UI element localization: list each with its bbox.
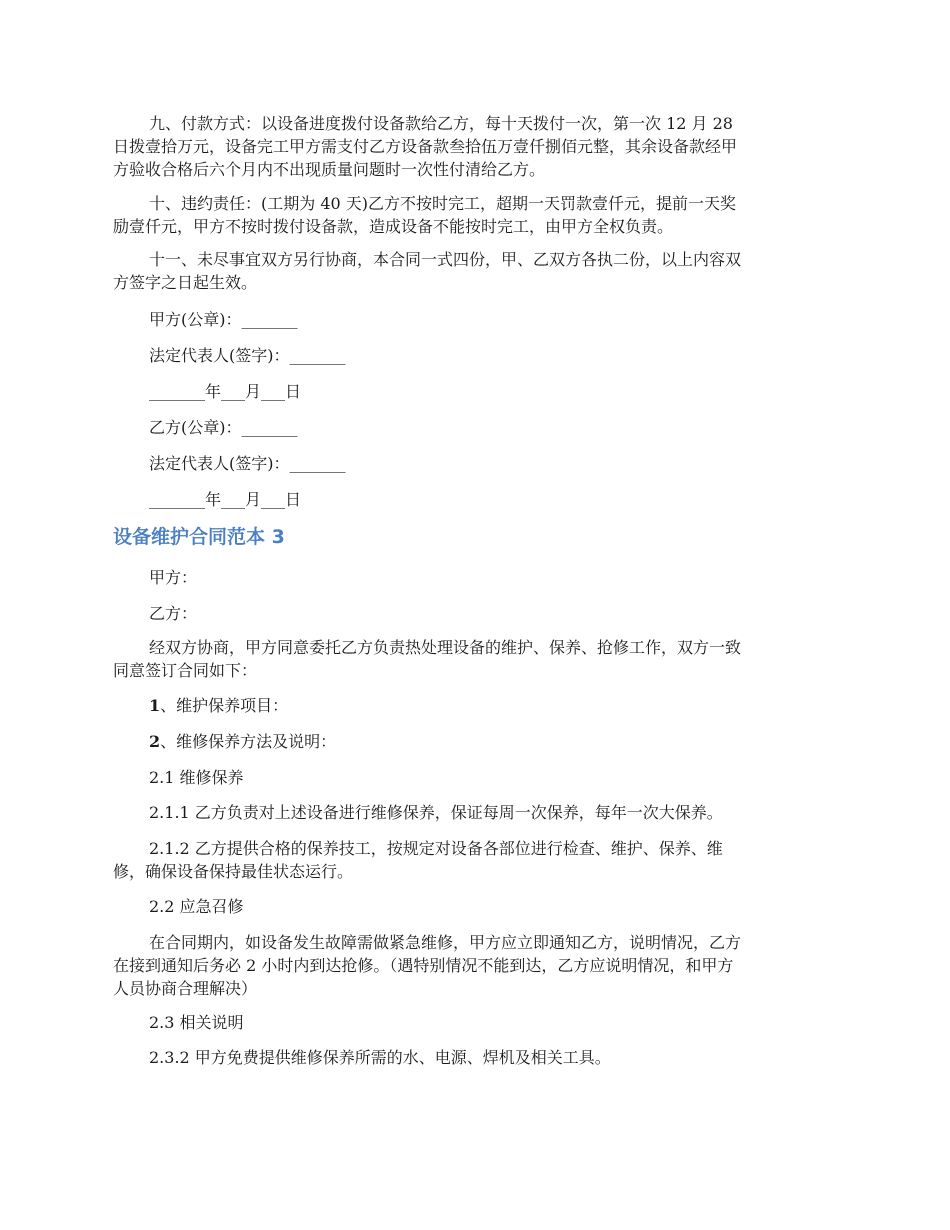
section-2-3: 2.3 相关说明 <box>149 1013 244 1032</box>
party-a-representative: 法定代表人(签字)：_______ <box>149 346 346 365</box>
party-b-date: _______年___月___日 <box>149 490 302 509</box>
section-2-1-2 <box>113 837 841 883</box>
item-2-number: 2 <box>149 732 161 751</box>
s2-1-2-line-2: 修，确保设备保持最佳状态运行。 <box>113 862 354 881</box>
contract3-party-a: 甲方： <box>149 568 198 587</box>
party-a-date: _______年___月___日 <box>149 382 302 401</box>
misc-clause <box>113 248 841 294</box>
section-2-2: 2.2 应急召修 <box>149 897 244 916</box>
item-2 <box>113 730 841 753</box>
section-2-1: 2.1 维修保养 <box>149 768 244 787</box>
payment-line-3: 方验收合格后六个月内不出现质量问题时一次性付清给乙方。 <box>113 160 546 179</box>
s2-1-2-line-1: 2.1.2 乙方提供合格的保养技工，按规定对设备各部位进行检查、维护、保养、维 <box>149 839 723 858</box>
liability-line-2: 励壹仟元，甲方不按时拨付设备款，造成设备不能按时完工，由甲方全权负责。 <box>113 217 674 236</box>
contract3-intro <box>113 636 841 682</box>
liability-clause <box>113 192 841 238</box>
item-1-text: 、维护保养项目： <box>160 696 289 715</box>
misc-line-1: 十一、未尽事宜双方另行协商，本合同一式四份，甲、乙双方各执二份，以上内容双 <box>149 250 742 269</box>
party-b-seal: 乙方(公章)：_______ <box>149 418 298 437</box>
emergency-paragraph <box>113 931 841 1000</box>
intro-line-1: 经双方协商，甲方同意委托乙方负责热处理设备的维护、保养、抢修工作，双方一致 <box>149 638 742 657</box>
payment-line-1: 九、付款方式：以设备进度拨付设备款给乙方，每十天拨付一次，第一次 12 月 28 <box>149 114 733 133</box>
party-a-seal: 甲方(公章)：_______ <box>149 310 298 329</box>
section-2-3-2: 2.3.2 甲方免费提供维修保养所需的水、电源、焊机及相关工具。 <box>149 1048 611 1067</box>
section-heading: 设备维护合同范本 3 <box>113 526 285 548</box>
emergency-line-2: 在接到通知后务必 2 小时内到达抢修。（遇特别情况不能到达，乙方应说明情况，和甲方 <box>113 956 734 975</box>
item-1-number: 1 <box>149 696 161 715</box>
payment-line-2: 日拨壹拾万元，设备完工甲方需支付乙方设备款叁拾伍万壹仟捌佰元整，其余设备款经甲 <box>113 137 738 156</box>
emergency-line-1: 在合同期内，如设备发生故障需做紧急维修，甲方应立即通知乙方，说明情况，乙方 <box>149 933 742 952</box>
payment-clause <box>113 112 841 181</box>
intro-line-2: 同意签订合同如下： <box>113 661 258 680</box>
item-1 <box>113 694 841 717</box>
misc-line-2: 方签字之日起生效。 <box>113 273 258 292</box>
item-2-text: 、维修保养方法及说明： <box>160 732 337 751</box>
section-2-1-1: 2.1.1 乙方负责对上述设备进行维修保养，保证每周一次保养，每年一次大保养。 <box>149 803 723 822</box>
liability-line-1: 十、违约责任：(工期为 40 天)乙方不按时完工，超期一天罚款壹仟元，提前一天奖 <box>149 194 737 213</box>
party-b-representative: 法定代表人(签字)：_______ <box>149 454 346 473</box>
emergency-line-3: 人员协商合理解决） <box>113 979 258 998</box>
contract3-party-b: 乙方： <box>149 604 198 623</box>
